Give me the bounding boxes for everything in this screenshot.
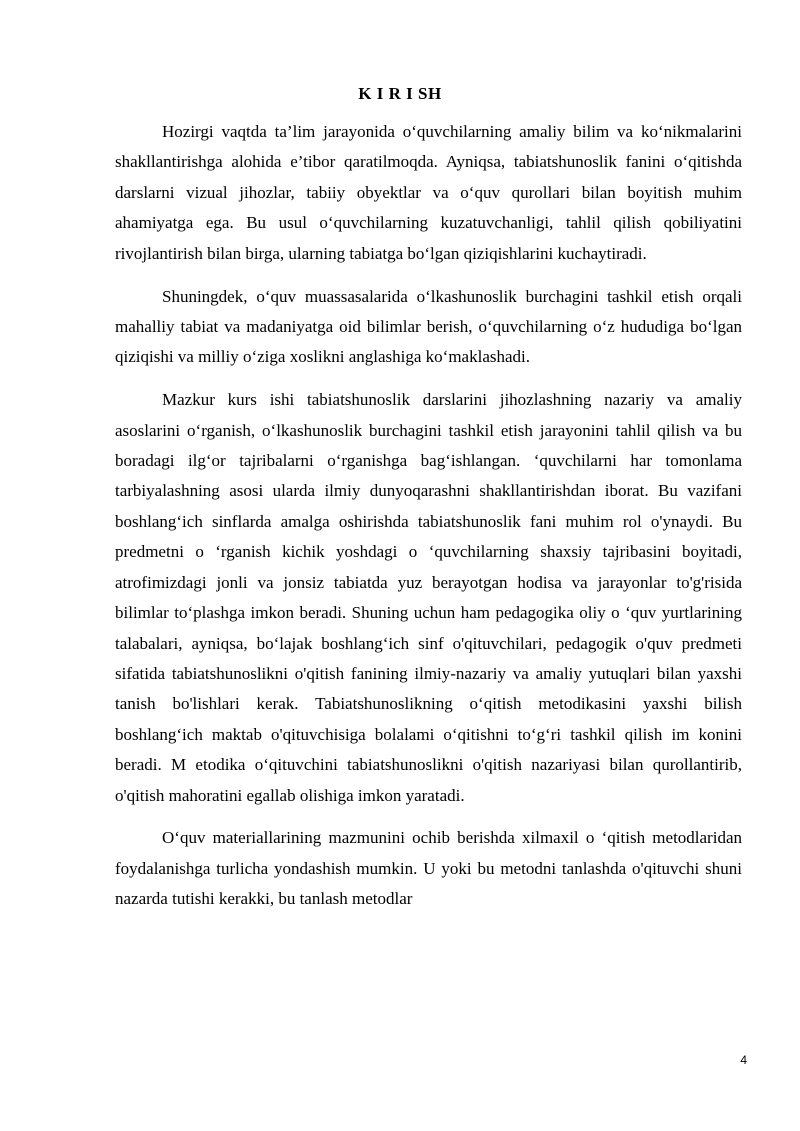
- paragraph-4: O‘quv materiallarining mazmunini ochib berishda xilmaxil o ‘qitish metodlaridan foydalanishga turlicha yondashish mumkin. U yoki bu metodni tanlashda o'qituvchi shuni nazarda tutishi kerakki, bu tanlash metodlar: [115, 828, 742, 909]
- body-text: [115, 117, 742, 915]
- paragraph-1: Hozirgi vaqtda ta’lim jarayonida o‘quvchilarning amaliy bilim va ko‘nikmalarini shakllantirishga alohida e’tibor qaratilmoqda. Ayniqsa, tabiatshunoslik fanini o‘qitishda darslarni vizual jihozlar, tabiiy obyektlar va o‘quv qurollari bilan boyitish muhim ahamiyatga ega. Bu usul o‘quvchilarning kuzatuvchanligi, tahlil qilish qobiliyatini rivojlantirish bilan birga, ularning tabiatga bo‘lgan qiziqishlarini kuchaytiradi.: [115, 122, 742, 263]
- section-heading: K I R I SH: [358, 84, 442, 103]
- paragraph-2: Shuningdek, o‘quv muassasalarida o‘lkashunoslik burchagini tashkil etish orqali mahalliy tabiat va madaniyatga oid bilimlar berish, o‘quvchilarning o‘z hududiga bo‘lgan qiziqishi va milliy o‘ziga xoslikni anglashiga ko‘maklashadi.: [115, 286, 742, 367]
- paragraph-3: Mazkur kurs ishi tabiatshunoslik darslarini jihozlashning nazariy va amaliy asoslarini o‘rganish, o‘lkashunoslik burchagini tashkil etish jarayonini tahlil qilish va bu boradagi ilg‘or tajribalarni o‘rganishga bag‘ishlangan. ‘quvchilarni har tomonlama tarbiyalashning asosi ularda ilmiy dunyoqarashni shakllantirishdan iborat. Bu vazifani boshlang‘ich sinflarda amalga oshirishda tabiatshunoslik fani muhim rol o'ynaydi. Bu predmetni o ‘rganish kichik yoshdagi o ‘quvchilarning shaxsiy tajribasini boyitadi, atrofimizdagi jonli va jonsiz tabiatda yuz berayotgan hodisa va jarayonlar to'g'risida bilimlar to‘plashga imkon beradi. Shuning uchun ham pedagogika oliy o ‘quv yurtlarining talabalari, ayniqsa, bo‘lajak boshlang‘ich sinf o'qituvchilari, pedagogik o'quv predmeti sifatida tabiatshunoslikni o'qitish fanining ilmiy-nazariy va amaliy yutuqlari bilan yaxshi tanish bo'lishlari kerak. Tabiatshunoslikning o‘qitish metodikasini yaxshi bilish boshlang‘ich maktab o'qituvchisiga bolalami o‘qitishni to‘g‘ri tashkil qilish im konini beradi. M etodika o‘qituvchini tabiatshunoslikni o'qitish nazariyasi bilan qurollantirib, o'qitish mahoratini egallab olishiga imkon yaratadi.: [115, 390, 742, 805]
- page-number: 4: [740, 1053, 747, 1067]
